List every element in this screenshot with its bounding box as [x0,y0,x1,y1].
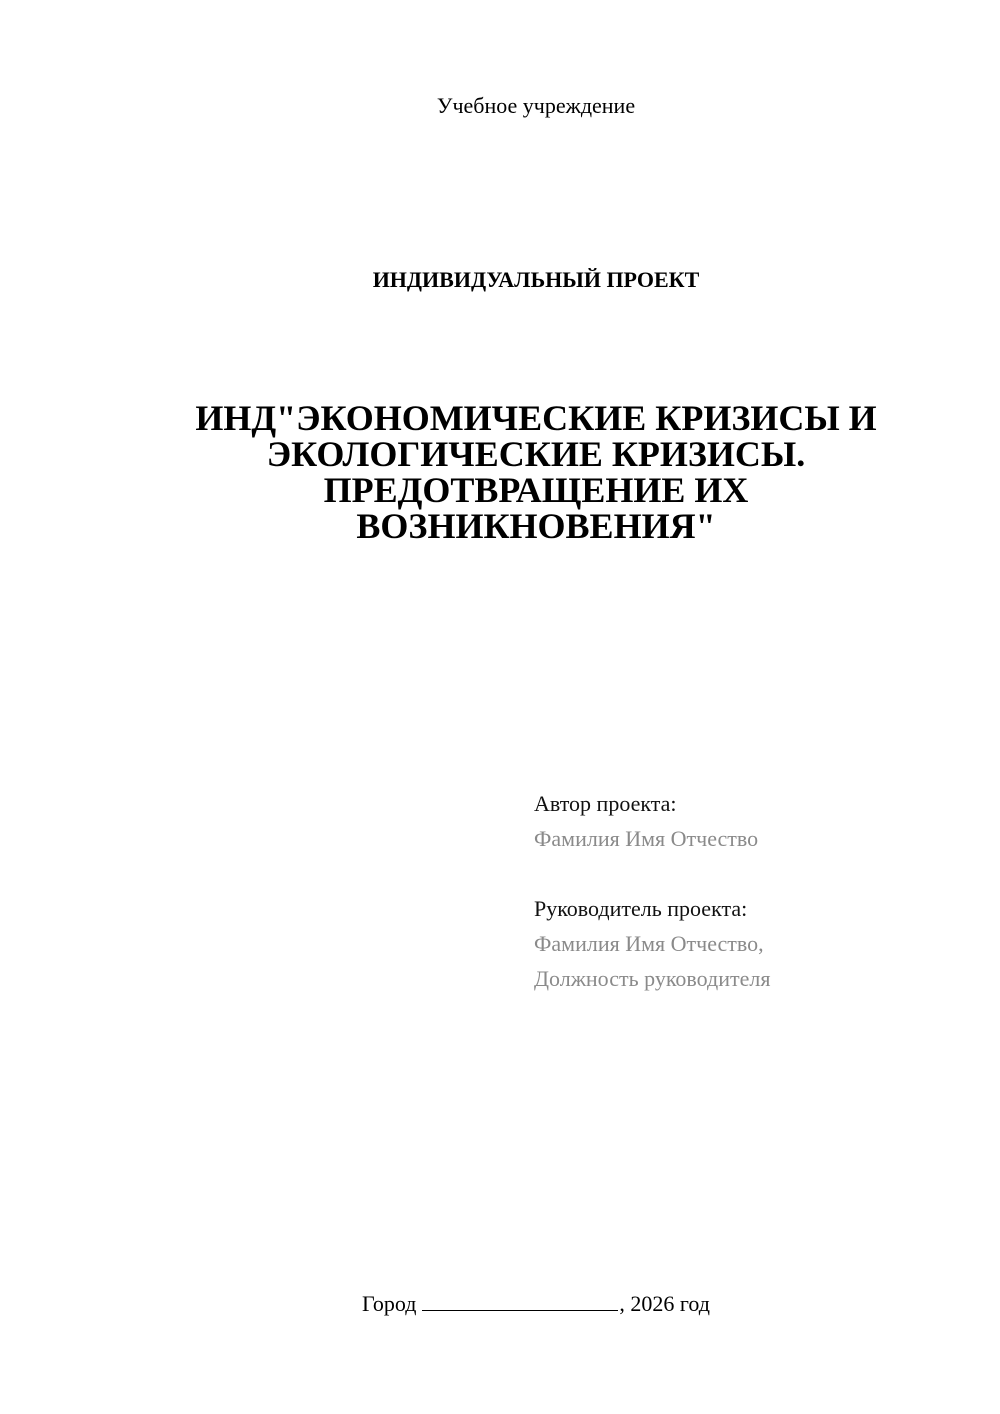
year-text: , 2026 год [619,1291,710,1316]
city-label: Город [362,1291,417,1316]
author-block [534,786,974,856]
author-label: Автор проекта: [534,791,677,816]
document-type: ИНДИВИДУАЛЬНЫЙ ПРОЕКТ [372,267,700,292]
city-year-line [0,1290,1000,1318]
supervisor-position: Должность руководителя [534,966,771,991]
title-line-4: ВОЗНИКНОВЕНИЯ" [356,506,716,546]
project-title [130,400,942,544]
title-line-3: ПРЕДОТВРАЩЕНИЕ ИХ [323,470,749,510]
title-line-2: ЭКОЛОГИЧЕСКИЕ КРИЗИСЫ. [266,434,806,474]
institution-name: Учебное учреждение [436,93,636,118]
title-line-1: ИНД"ЭКОНОМИЧЕСКИЕ КРИЗИСЫ И [195,398,877,438]
city-blank-line [422,1290,618,1311]
supervisor-label: Руководитель проекта: [534,896,748,921]
author-name: Фамилия Имя Отчество [534,826,759,851]
supervisor-block [534,891,974,996]
supervisor-name: Фамилия Имя Отчество, [534,931,764,956]
